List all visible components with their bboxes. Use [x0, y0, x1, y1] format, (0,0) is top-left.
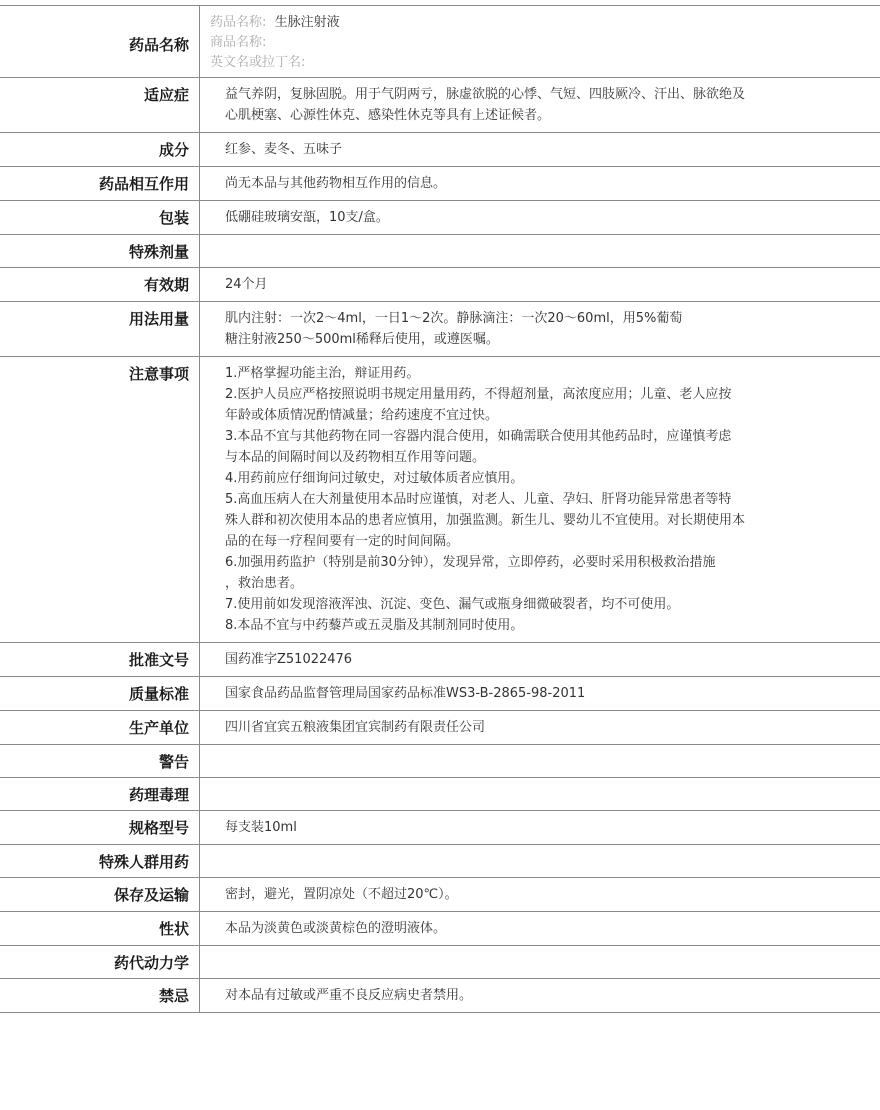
- label-specification: 规格型号: [0, 811, 200, 844]
- value-dosage: [200, 302, 880, 356]
- precautions-line: 4.用药前应仔细询问过敏史，对过敏体质者应慎用。: [225, 471, 524, 486]
- value-package: 低硼硅玻璃安瓿，10支/盒。: [225, 210, 389, 225]
- label-warning: 警告: [0, 745, 200, 777]
- label-interactions: 药品相互作用: [0, 167, 200, 200]
- value-composition: 红参、麦冬、五味子: [225, 142, 343, 157]
- label-storage: 保存及运输: [0, 878, 200, 911]
- precautions-line: 8.本品不宜与中药藜芦或五灵脂及其制剂同时使用。: [225, 618, 524, 633]
- row-drug-name: [0, 6, 880, 78]
- row-storage: [0, 878, 880, 912]
- row-special-population: [0, 845, 880, 878]
- label-indications: 适应症: [0, 78, 200, 132]
- row-package: [0, 201, 880, 235]
- row-specification: [0, 811, 880, 845]
- precautions-line: ，救治患者。: [225, 576, 304, 591]
- english-name-key: 英文名或拉丁名:: [210, 55, 306, 70]
- label-standard: 质量标准: [0, 677, 200, 710]
- value-indications: [200, 78, 880, 132]
- value-interactions: 尚无本品与其他药物相互作用的信息。: [225, 176, 447, 191]
- indications-line: 心肌梗塞、心源性休克、感染性休克等具有上述证候者。: [225, 108, 551, 123]
- precautions-line: 5.高血压病人在大剂量使用本品时应谨慎，对老人、儿童、孕妇、肝肾功能异常患者等特: [225, 492, 732, 507]
- value-appearance: 本品为淡黄色或淡黄棕色的澄明液体。: [225, 921, 447, 936]
- value-pharmacology: [200, 778, 880, 810]
- row-special-dosage: [0, 235, 880, 268]
- value-validity: 24个月: [225, 277, 268, 292]
- row-dosage: [0, 302, 880, 357]
- value-manufacturer: 四川省宜宾五粮液集团宜宾制药有限责任公司: [225, 720, 486, 735]
- label-precautions: 注意事项: [0, 357, 200, 642]
- value-standard: 国家食品药品监督管理局国家药品标准WS3-B-2865-98-2011: [225, 686, 586, 701]
- value-special-population: [200, 845, 880, 877]
- trade-name-key: 商品名称:: [210, 35, 267, 50]
- label-appearance: 性状: [0, 912, 200, 945]
- value-specification: 每支装10ml: [225, 820, 297, 835]
- value-precautions: [200, 357, 880, 642]
- drug-info-table: [0, 5, 880, 1013]
- precautions-line: 6.加强用药监护（特别是前30分钟），发现异常，立即停药，必要时采用积极救治措施: [225, 555, 716, 570]
- label-composition: 成分: [0, 133, 200, 166]
- precautions-line: 殊人群和初次使用本品的患者应慎用，加强监测。新生儿、婴幼儿不宜使用。对长期使用本: [225, 513, 746, 528]
- row-appearance: [0, 912, 880, 946]
- dosage-line: 肌内注射：一次2～4ml，一日1～2次。静脉滴注：一次20～60ml，用5%葡萄: [225, 311, 683, 326]
- value-drug-name: [200, 6, 880, 77]
- value-storage: 密封，避光，置阴凉处（不超过20℃）。: [225, 887, 458, 902]
- precautions-line: 品的在每一疗程间要有一定的时间间隔。: [225, 534, 460, 549]
- value-contraindications: 对本品有过敏或严重不良反应病史者禁用。: [225, 988, 473, 1003]
- label-dosage: 用法用量: [0, 302, 200, 356]
- row-composition: [0, 133, 880, 167]
- row-pharmacology: [0, 778, 880, 811]
- row-warning: [0, 745, 880, 778]
- row-validity: [0, 268, 880, 302]
- label-pharmacology: 药理毒理: [0, 778, 200, 810]
- precautions-line: 年龄或体质情况酌情减量；给药速度不宜过快。: [225, 408, 499, 423]
- generic-name-line: [210, 13, 880, 33]
- label-validity: 有效期: [0, 268, 200, 301]
- label-special-population: 特殊人群用药: [0, 845, 200, 877]
- row-contraindications: [0, 979, 880, 1013]
- label-special-dosage: 特殊剂量: [0, 235, 200, 267]
- label-manufacturer: 生产单位: [0, 711, 200, 744]
- value-warning: [200, 745, 880, 777]
- label-approval: 批准文号: [0, 643, 200, 676]
- precautions-line: 7.使用前如发现溶液浑浊、沉淀、变色、漏气或瓶身细微破裂者，均不可使用。: [225, 597, 680, 612]
- label-drug-name: 药品名称: [0, 6, 200, 77]
- generic-name-value: 生脉注射液: [274, 15, 340, 30]
- row-interactions: [0, 167, 880, 201]
- value-pharmacokinetics: [200, 946, 880, 978]
- indications-line: 益气养阴，复脉固脱。用于气阴两亏，脉虚欲脱的心悸、气短、四肢厥冷、汗出、脉欲绝及: [225, 87, 746, 102]
- label-pharmacokinetics: 药代动力学: [0, 946, 200, 978]
- row-approval: [0, 643, 880, 677]
- precautions-line: 2.医护人员应严格按照说明书规定用量用药，不得超剂量，高浓度应用；儿童、老人应按: [225, 387, 732, 402]
- label-package: 包装: [0, 201, 200, 234]
- dosage-line: 糖注射液250～500ml稀释后使用，或遵医嘱。: [225, 332, 499, 347]
- value-special-dosage: [200, 235, 880, 267]
- row-indications: [0, 78, 880, 133]
- value-approval: 国药准字Z51022476: [225, 652, 353, 667]
- row-standard: [0, 677, 880, 711]
- label-contraindications: 禁忌: [0, 979, 200, 1012]
- row-pharmacokinetics: [0, 946, 880, 979]
- row-manufacturer: [0, 711, 880, 745]
- row-precautions: [0, 357, 880, 643]
- precautions-line: 1.严格掌握功能主治，辩证用药。: [225, 366, 420, 381]
- precautions-line: 3.本品不宜与其他药物在同一容器内混合使用，如确需联合使用其他药品时，应谨慎考虑: [225, 429, 732, 444]
- generic-name-key: 药品名称:: [210, 15, 267, 30]
- precautions-line: 与本品的间隔时间以及药物相互作用等问题。: [225, 450, 486, 465]
